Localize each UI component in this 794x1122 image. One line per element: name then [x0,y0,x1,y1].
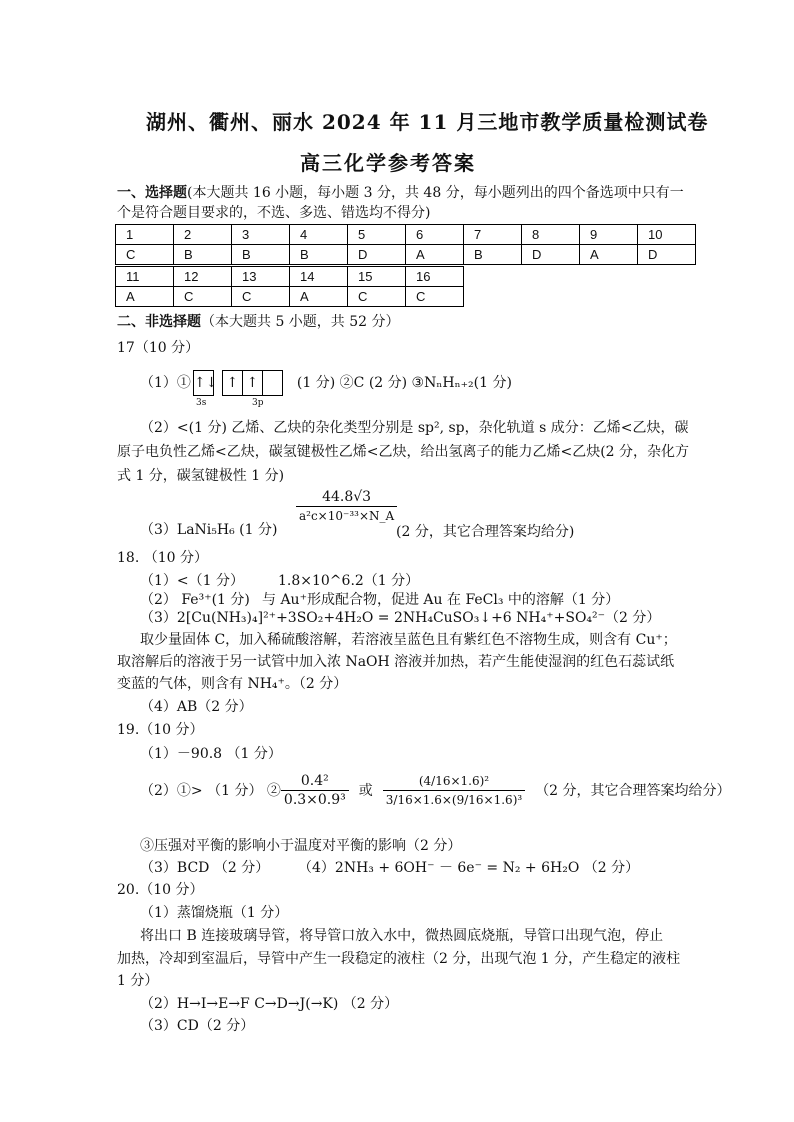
table-cell: D [522,245,580,265]
q19-part4: （4）2NH₃ + 6OH⁻ － 6e⁻ = N₂ + 6H₂O （2 分） [298,860,640,876]
table-cell: 1 [116,225,174,245]
table-cell: 3 [232,225,290,245]
section2-heading: 二、非选择题 [117,314,201,330]
fraction-denominator: a²c×10⁻³³×N_A [299,509,395,523]
table-cell: 6 [406,225,464,245]
table-cell: 13 [232,267,290,287]
orbital-box-3p: ↑ [243,370,263,396]
table-cell: 16 [406,267,464,287]
label-3p: 3p [252,398,264,408]
table-cell: A [580,245,638,265]
q18-part1: （1）<（1 分） [140,573,244,589]
table-cell: 4 [290,225,348,245]
section2-intro [117,312,400,332]
q17-part2-line3: 式 1 分，碳氢键极性 1 分) [117,468,285,484]
table-cell: 14 [290,267,348,287]
q18-part4: （4）AB（2 分） [140,699,253,715]
orbital-box-3s: ↑↓ [193,370,214,396]
answer-table-row-answers-2 [116,287,464,307]
table-cell: 7 [464,225,522,245]
density-fraction [296,488,397,525]
fraction-denominator: 3/16×1.6×(9/16×1.6)³ [385,793,523,807]
section1-desc-line1: (本大题共 16 小题，每小题 3 分，共 48 分，每小题列出的四个备选项中只有一 [187,185,684,201]
q17-title: 17（10 分） [117,340,200,356]
table-cell: A [406,245,464,265]
table-cell: A [290,287,348,307]
table-cell: A [116,287,174,307]
table-cell: 11 [116,267,174,287]
q18-part2-reason: 与 Au⁺形成配合物，促进 Au 在 FeCl₃ 中的溶解（1 分） [262,592,620,608]
q20-part1-line3: 加热，冷却到室温后，导管中产生一段稳定的液柱（2 分，出现气泡 1 分，产生稳定的液柱 [117,951,681,967]
section2-desc: （本大题共 5 小题，共 52 分） [201,314,400,330]
section1-intro-line1 [117,183,684,203]
document-subtitle: 高三化学参考答案 [300,151,476,175]
q19-part2-suffix: （2 分，其它合理答案均给分） [535,782,731,799]
table-cell: 5 [348,225,406,245]
q17-part2-line1: （2）<(1 分) 乙烯、乙炔的杂化类型分别是 sp², sp，杂化轨道 s 成分：乙烯<乙炔，碳 [140,420,689,436]
q18-part2: （2） Fe³⁺(1 分) [140,592,250,608]
answer-table-2 [115,266,464,307]
table-cell: 15 [348,267,406,287]
q19-part2 [140,772,731,809]
q17-part3-suffix: (2 分，其它合理答案均给分) [396,524,575,540]
table-cell: 9 [580,225,638,245]
q17-part1-rest: (1 分) ②C (2 分) ③NₙHₙ₊₂(1 分) [296,375,512,391]
q17-part3-prefix: （3）LaNi₅H₆ (1 分) [140,522,278,538]
table-cell: B [174,245,232,265]
table-cell: C [232,287,290,307]
q20-part1: （1）蒸馏烧瓶（1 分） [140,905,289,921]
table-cell: D [348,245,406,265]
answer-table-row-nums-2 [116,267,464,287]
fraction-numerator: 44.8√3 [296,488,397,507]
table-cell: 12 [174,267,232,287]
table-cell: B [464,245,522,265]
table-cell: C [348,287,406,307]
answer-table-row-answers-1 [116,245,696,265]
q20-part2: （2）H→I→E→F C→D→J(→K) （2 分） [140,996,399,1012]
or-label: 或 [358,782,373,799]
q18-part3-equation: （3）2[Cu(NH₃)₄]²⁺+3SO₂+4H₂O = 2NH₄CuSO₃↓+6 NH₄⁺+SO₄²⁻（2 分） [140,610,661,626]
table-cell: B [232,245,290,265]
fraction-numerator: 0.4² [281,772,349,791]
table-cell: C [116,245,174,265]
orbital-group-3p [222,370,283,396]
q20-part1-line2: 将出口 B 连接玻璃导管，将导管口放入水中，微热圆底烧瓶，导管口出现气泡，停止 [140,928,664,944]
q19-title: 19.（10 分） [117,722,204,738]
orbital-box-3p [263,370,283,396]
table-cell: D [638,245,696,265]
q17-part1 [140,370,512,396]
fraction-denominator: 0.3×0.9³ [283,792,346,808]
kp-fraction-2 [383,772,525,809]
q20-part3: （3）CD（2 分） [140,1018,255,1034]
section1-heading: 一、选择题 [117,185,187,201]
section1-desc-line2: 个是符合题目要求的，不选、多选、错选均不得分) [117,205,431,221]
q17-part2-line2: 原子电负性乙烯<乙炔，碳氢键极性乙烯<乙炔，给出氢离子的能力乙烯<乙炔(2 分，杂化方 [117,444,690,460]
q18-title: 18. （10 分） [117,550,208,566]
q18-part1-value: 1.8×10^6.2（1 分） [278,573,420,589]
q18-part3-line3: 取溶解后的溶液于另一试管中加入浓 NaOH 溶液并加热，若产生能使湿润的红色石蕊试纸 [117,654,675,670]
q20-title: 20.（10 分） [117,882,204,898]
answer-table-row-nums-1 [116,225,696,245]
table-cell: 2 [174,225,232,245]
table-cell: B [290,245,348,265]
q19-part2-3: ③压强对平衡的影响小于温度对平衡的影响（2 分） [140,838,462,854]
table-cell: 10 [638,225,696,245]
document-title: 湖州、衢州、丽水 2024 年 11 月三地市教学质量检测试卷 [146,110,709,134]
orbital-box-3p: ↑ [222,370,243,396]
fraction-numerator: (4/16×1.6)² [383,772,525,791]
table-cell: 8 [522,225,580,245]
q18-part3-line4: 变蓝的气体，则含有 NH₄⁺。（2 分） [117,676,348,692]
kp-fraction-1 [281,772,349,809]
answer-table [115,224,696,265]
table-cell: C [406,287,464,307]
q17-part1-prefix: （1）① [140,375,191,391]
q19-part3: （3）BCD （2 分） [140,860,270,876]
q19-part1: （1）－90.8 （1 分） [140,746,282,762]
q18-part3-line2: 取少量固体 C，加入稀硫酸溶解，若溶液呈蓝色且有紫红色不溶物生成，则含有 Cu⁺； [140,632,677,648]
q20-part1-line4: 1 分） [117,973,159,989]
table-cell: C [174,287,232,307]
label-3s: 3s [196,398,207,408]
q19-part2-prefix: （2）①> （1 分） ② [140,782,281,799]
